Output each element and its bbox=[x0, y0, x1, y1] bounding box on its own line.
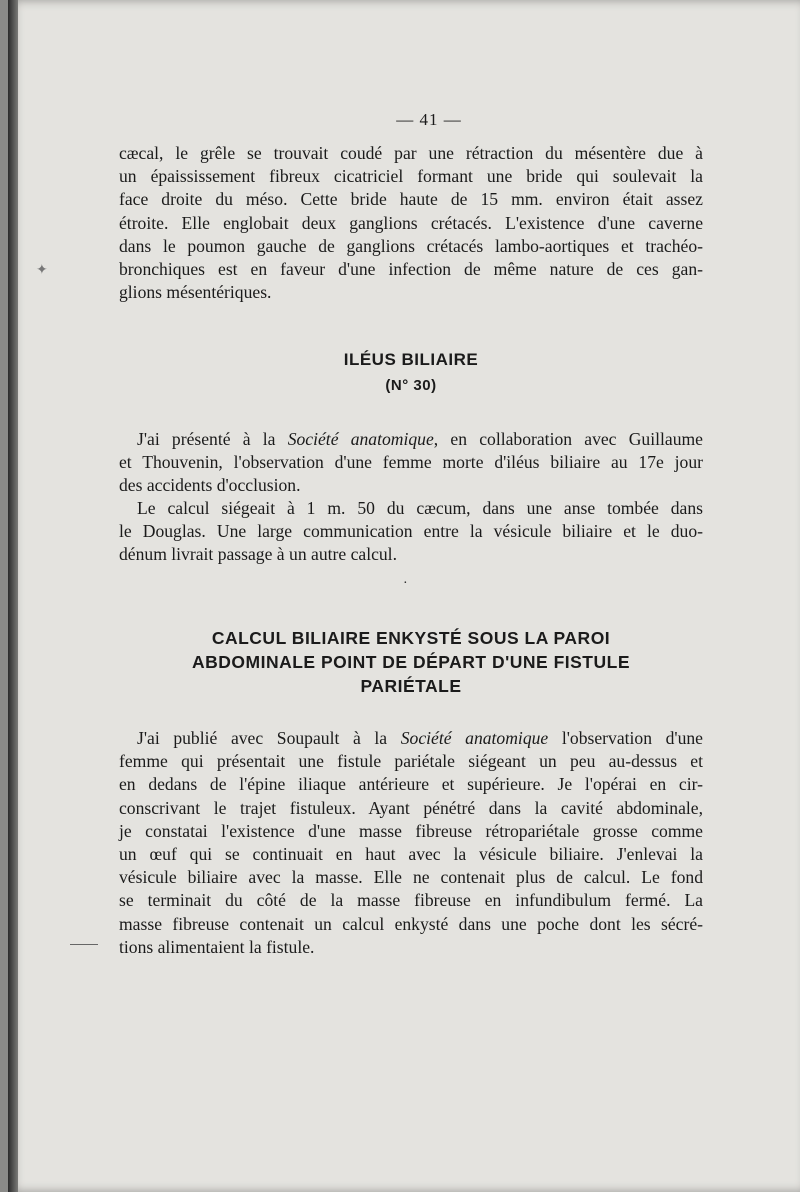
paragraph-calcul bbox=[119, 497, 703, 567]
text-line: masse fibreuse contenait un calcul enkysté dans une poche dont les sécré- bbox=[119, 913, 703, 934]
text-line: et Thouvenin, l'observation d'une femme morte d'iléus biliaire au 17e jour bbox=[119, 452, 703, 473]
heading-line: PARIÉTALE bbox=[360, 676, 462, 696]
text-line: un œuf qui se continuait en haut avec la vésicule biliaire. J'enlevai la bbox=[119, 844, 703, 865]
heading-line: ABDOMINALE POINT DE DÉPART D'UNE FISTULE bbox=[191, 652, 630, 672]
text-line: un épaississement fibreux cicatriciel formant une bride qui soulevait la bbox=[119, 166, 703, 187]
section-heading-calcul-biliaire bbox=[119, 626, 703, 698]
text-line: étroite. Elle englobait deux ganglions crétacés. L'existence d'une caverne bbox=[119, 212, 703, 233]
text-line: des accidents d'occlusion. bbox=[119, 475, 301, 496]
text-line: face droite du méso. Cette bride haute de 15 mm. environ était assez bbox=[119, 189, 703, 210]
text-line: tions alimentaient la fistule. bbox=[119, 936, 315, 957]
document-page bbox=[8, 0, 800, 1192]
text-line: en dedans de l'épine iliaque antérieure et supérieure. Je l'opérai en cir- bbox=[119, 774, 703, 795]
text-line: dénum livrait passage à un autre calcul. bbox=[119, 544, 397, 565]
text-line: le Douglas. Une large communication entre la vésicule biliaire et le duo- bbox=[119, 521, 703, 542]
text-line: bronchiques est en faveur d'une infection de même nature de ces gan- bbox=[119, 259, 703, 280]
text-line: dans le poumon gauche de ganglions crétacés lambo-aortiques et trachéo- bbox=[119, 235, 703, 256]
page-binding-edge bbox=[8, 0, 18, 1192]
paragraph-cecal bbox=[119, 142, 703, 304]
text-line: Le calcul siégeait à 1 m. 50 du cæcum, dans une anse tombée dans bbox=[137, 498, 703, 518]
paragraph-soupault bbox=[119, 727, 703, 959]
text-line: cæcal, le grêle se trouvait coudé par une rétraction du mésentère due à bbox=[119, 143, 703, 163]
text-line: J'ai publié avec Soupault à la Société anatomique l'observation d'une bbox=[137, 728, 703, 748]
section-heading-ileus: ILÉUS BILIAIRE bbox=[343, 350, 479, 369]
page-number: — 41 — bbox=[396, 110, 462, 129]
text-line: je constatai l'existence d'une masse fibreuse rétropariétale grosse comme bbox=[119, 820, 703, 841]
text-line: se terminait du côté de la masse fibreuse en infundibulum fermé. La bbox=[119, 890, 703, 911]
text-line: glions mésentériques. bbox=[119, 282, 272, 303]
margin-dash bbox=[70, 944, 98, 945]
margin-mark: ✦ bbox=[36, 263, 48, 278]
text-line: vésicule biliaire avec la masse. Elle ne contenait plus de calcul. Le fond bbox=[119, 867, 703, 888]
text-line: femme qui présentait une fistule pariétale siégeant un peu au-dessus et bbox=[119, 751, 703, 772]
text-line: conscrivant le trajet fistuleux. Ayant pénétré dans la cavité abdominale, bbox=[119, 797, 703, 818]
heading-line: CALCUL BILIAIRE ENKYSTÉ SOUS LA PAROI bbox=[211, 628, 611, 648]
text-line: J'ai présenté à la Société anatomique, en collaboration avec Guillaume bbox=[137, 429, 703, 449]
section-heading-number: (N° 30) bbox=[385, 377, 437, 394]
paragraph-ileus-presentation bbox=[119, 428, 703, 498]
separator-dot: · bbox=[403, 576, 408, 591]
